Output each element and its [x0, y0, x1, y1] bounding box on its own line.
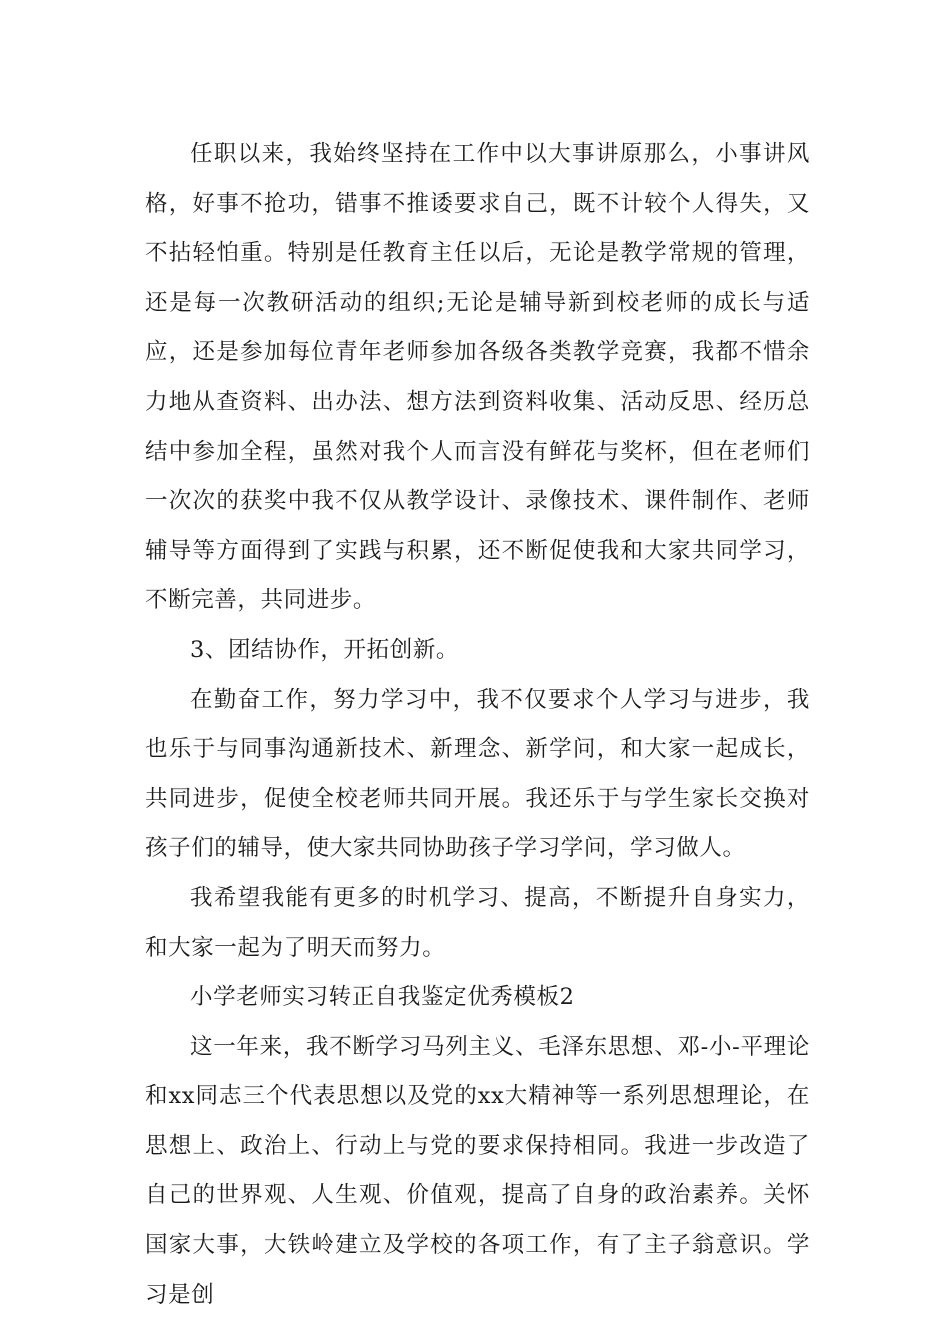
section-heading-teamwork: 3、团结协作，开拓创新。: [190, 636, 460, 663]
document-body: [145, 130, 810, 1320]
paragraph-teamwork: 在勤奋工作，努力学习中，我不仅要求个人学习与进步，我也乐于与同事沟通新技术、新理念、新学问，和大家一起成长，共同进步，促使全校老师共同开展。我还乐于与学生家长交换对孩子们的辅导，使大家共同协助孩子学习学问，学习做人。: [145, 686, 810, 862]
template-title: 小学老师实习转正自我鉴定优秀模板2: [190, 984, 575, 1011]
paragraph-duty-attitude: 任职以来，我始终坚持在工作中以大事讲原那么，小事讲风格，好事不抢功，错事不推诿要求自己，既不计较个人得失，又不拈轻怕重。特别是任教育主任以后，无论是教学常规的管理，还是每一次教研活动的组织;无论是辅导新到校老师的成长与适应，还是参加每位青年老师参加各级各类教学竞赛，我都不惜余力地从查资料、出办法、想方法到资料收集、活动反思、经历总结中参加全程，虽然对我个人而言没有鲜花与奖杯，但在老师们一次次的获奖中我不仅从教学设计、录像技术、课件制作、老师辅导等方面得到了实践与积累，还不断促使我和大家共同学习，不断完善，共同进步。: [145, 141, 810, 614]
paragraph-hope: 我希望我能有更多的时机学习、提高，不断提升自身实力，和大家一起为了明天而努力。: [145, 884, 810, 961]
paragraph-political-study: 这一年来，我不断学习马列主义、毛泽东思想、邓-小-平理论和xx同志三个代表思想以及党的xx大精神等一系列思想理论，在思想上、政治上、行动上与党的要求保持相同。我进一步改造了自己的世界观、人生观、价值观，提高了自身的政治素养。关怀国家大事，大铁岭建立及学校的各项工作，有了主子翁意识。学习是创: [145, 1033, 810, 1308]
